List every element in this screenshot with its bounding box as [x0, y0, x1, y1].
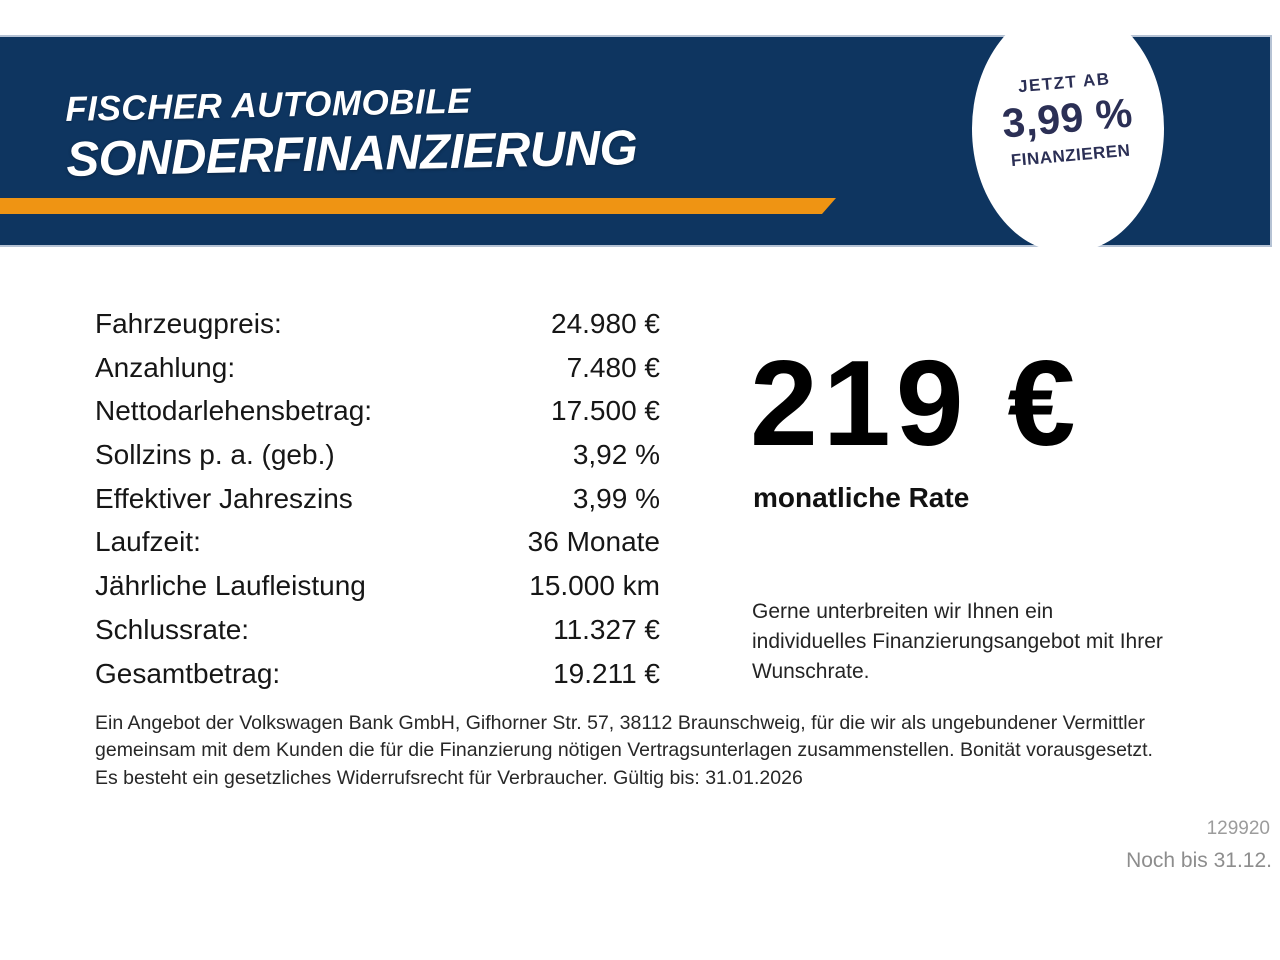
- row-value: 17.500 €: [551, 395, 660, 427]
- legal-disclaimer: Ein Angebot der Volkswagen Bank GmbH, Gifhorner Str. 57, 38112 Braunschweig, für die wir als ungebundener Vermittler gemeinsam mit dem Kunden die für die Finanzierung nötigen Vertragsunterlagen zusammenstellen. Bonität vorausgesetzt. Es besteht ein gesetzliches Widerrufsrecht für Verbraucher. Gültig bis: 31.01.2026: [95, 712, 1153, 789]
- badge-top-label: JETZT AB: [1016, 69, 1111, 97]
- row-label: Nettodarlehensbetrag:: [95, 395, 373, 427]
- offer-deadline: Noch bis 31.12.: [1126, 849, 1272, 872]
- table-row: [95, 395, 660, 439]
- orange-accent-stripe: [0, 198, 836, 214]
- row-value: 19.211 €: [553, 657, 660, 689]
- badge-rate-value: 3,99 %: [999, 89, 1135, 147]
- badge-bottom-label: FINANZIEREN: [1009, 140, 1131, 171]
- table-row: [95, 570, 660, 614]
- individual-offer-note: Gerne unterbreiten wir Ihnen ein individuelles Finanzierungsangebot mit Ihrer Wunschrate.: [752, 600, 1163, 683]
- dealer-name: FISCHER AUTOMOBILE: [64, 81, 472, 129]
- table-row: [95, 439, 660, 483]
- table-row: [95, 614, 660, 658]
- header-text-block: [65, 80, 638, 185]
- row-value: 11.327 €: [553, 613, 660, 645]
- row-value: 3,99 %: [572, 482, 660, 514]
- monthly-rate-amount: 219 €: [750, 335, 1081, 471]
- row-value: 36 Monate: [527, 526, 660, 558]
- row-label: Fahrzeugpreis:: [95, 308, 282, 339]
- row-value: 24.980 €: [551, 308, 660, 339]
- row-value: 3,92 %: [572, 439, 660, 471]
- rate-badge-text: [998, 69, 1136, 170]
- row-label: Gesamtbetrag:: [95, 657, 281, 689]
- table-row: [95, 483, 660, 527]
- table-row: [95, 526, 660, 570]
- page-title: SONDERFINANZIERUNG: [65, 121, 638, 187]
- financing-table: [95, 308, 660, 701]
- offer-id: 129920: [1206, 818, 1270, 839]
- table-row: [95, 308, 660, 352]
- rate-badge: [972, 5, 1164, 253]
- monthly-rate-caption: monatliche Rate: [753, 482, 970, 513]
- row-label: Effektiver Jahreszins: [95, 482, 353, 514]
- table-row: [95, 658, 660, 702]
- row-label: Laufzeit:: [95, 526, 201, 558]
- row-value: 7.480 €: [566, 351, 660, 383]
- row-label: Sollzins p. a. (geb.): [95, 439, 335, 471]
- row-label: Jährliche Laufleistung: [95, 570, 366, 602]
- row-label: Anzahlung:: [95, 351, 236, 383]
- table-row: [95, 352, 660, 396]
- row-label: Schlussrate:: [95, 613, 250, 645]
- row-value: 15.000 km: [529, 570, 660, 602]
